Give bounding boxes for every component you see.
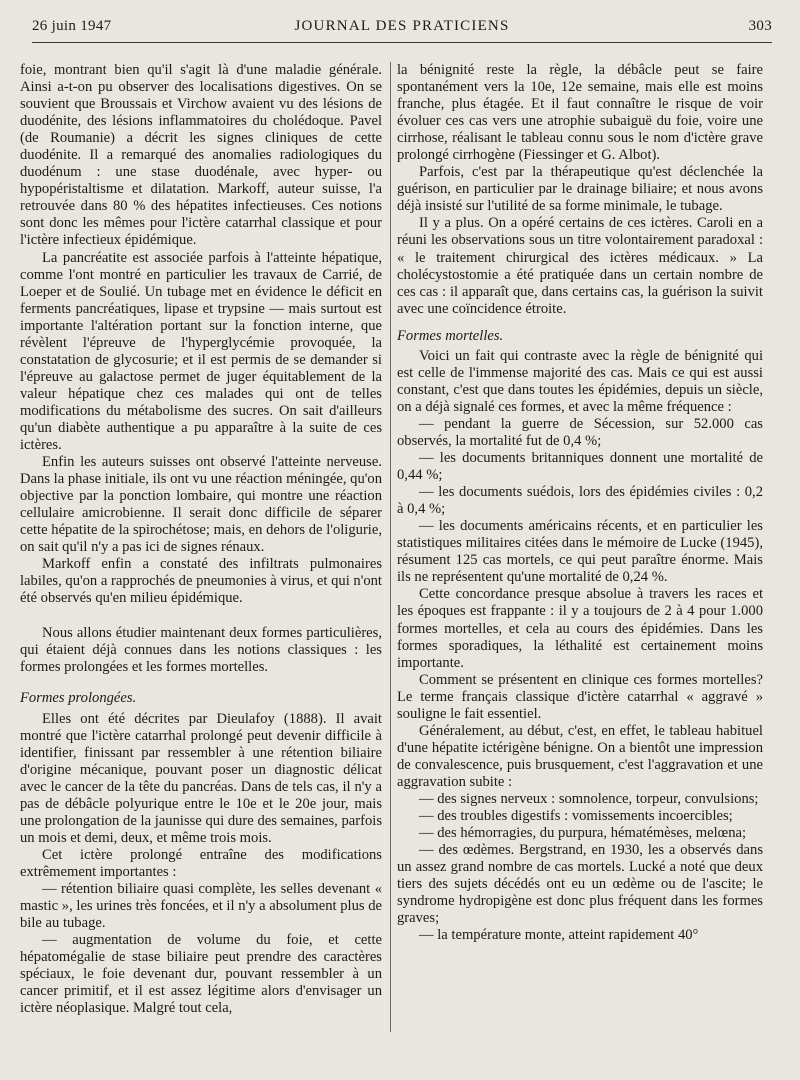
list-item: — la température monte, atteint rapidement 40° [419,927,699,944]
section-heading: Formes mortelles. [397,327,504,344]
list-item: — pendant la guerre de Sécession, sur 52.000 cas observés, la mortalité fut de 0,4 %; [397,415,763,449]
header-date: 26 juin 1947 [32,18,112,34]
paragraph: foie, montrant bien qu'il s'agit là d'une maladie générale. Ainsi a-t-on pu observer des localisations digestives. On se souvient que Broussais et Virchow avaient vu des lésions de duodénite, des lésions inflammatoires du cholédoque. Pavel (de Roumanie) a décrit les signes cliniques de cette duodénite. Il a remarqué des anomalies radiologiques du duodénum : une stase duodénale, avec hyper- ou hypopéristaltisme et dilatation. Markoff, auteur suisse, l'a retrouvée dans 80 % des hépatites infectieuses. Ces notions sont donc les mêmes pour l'ictère catarrhal classique et pour l'ictère infectieux épidémique. [20,62,382,249]
list-item: — rétention biliaire quasi complète, les selles devenant « mastic », les urines très foncées, et il n'y a absolument plus de bile au tubage. [20,881,382,932]
list-item: — des signes nerveux : somnolence, torpeur, convulsions; [419,790,759,807]
paragraph: Généralement, au début, c'est, en effet, le tableau habituel d'une hépatite ictérigène bénigne. On a bientôt une impression de convalescence, puis brusquement, c'est l'aggravation et une aggravation subite : [397,722,763,790]
list-item: — des hémorragies, du purpura, hématémèses, melœna; [419,825,747,842]
journal-title: JOURNAL DES PRATICIENS [294,18,510,34]
right-column [397,62,763,944]
paragraph: La pancréatite est associée parfois à l'atteinte hépatique, comme l'ont montré en particulier les travaux de Carrié, de Loeper et de Soulié. Un tubage met en évidence le déficit en ferments pancréatiques, lipase et trypsine — mais surtout est importante l'altération portant sur la fonction interne, que révèlent l'épreuve de l'hyperglycémie provoquée, la constatation de glycosurie; et il est permis de se demander si l'épreuve au galactose permet de juger équitablement de la valeur hépatique chez ces malades qui ont de telles modifications du métabolisme des sucres. On sait d'ailleurs qu'un diabète authentique a pu apparaître à la suite de ces ictères. [20,249,382,454]
paragraph: Cet ictère prolongé entraîne des modifications extrêmement importantes : [20,847,382,881]
list-item: — les documents britanniques donnent une mortalité de 0,44 %; [397,450,763,484]
paragraph: Il y a plus. On a opéré certains de ces ictères. Caroli en a réuni les observations sous un titre volontairement paradoxal : « le traitement chirurgical des ictères médicaux. » La cholécystostomie a été pratiquée dans un certain nombre de ces cas : il apparaît que, dans certains cas, la guérison la suivit avec une coïncidence étroite. [397,215,763,317]
paragraph: Nous allons étudier maintenant deux formes particulières, qui étaient déjà connues dans les notions classiques : les formes prolongées et les formes mortelles. [20,624,382,675]
left-column [20,62,382,1018]
list-item: — les documents suédois, lors des épidémies civiles : 0,2 à 0,4 %; [397,484,763,518]
list-item: — des troubles digestifs : vomissements incoercibles; [419,808,733,825]
paragraph: Parfois, c'est par la thérapeutique qu'est déclenchée la guérison, en particulier par le drainage biliaire; et nous avons déjà insisté sur l'utilité de sa forme minimale, le tubage. [397,164,763,215]
paragraph: Markoff enfin a constaté des infiltrats pulmonaires labiles, qu'on a rapprochés de pneumonies à virus, et qui n'ont été observés qu'en milieu épidémique. [20,556,382,607]
paragraph: Enfin les auteurs suisses ont observé l'atteinte nerveuse. Dans la phase initiale, ils ont vu une réaction méningée, qu'on objective par la ponction lombaire, qui montre une réaction cellulaire amicrobienne. Il serait donc difficile de séparer cette hépatite de la spirochétose; mais, en dehors de l'oligurie, on sait qu'il n'y a pas ici de signes rénaux. [20,454,382,556]
column-divider [390,62,391,1032]
paragraph: Voici un fait qui contraste avec la règle de bénignité qui est celle de l'immense majorité des cas. Mais ce qui est aussi constant, c'est que dans toutes les épidémies, depuis un siècle, on a déjà signalé ces formes, et avec la même fréquence : [397,347,763,415]
paragraph: Elles ont été décrites par Dieulafoy (1888). Il avait montré que l'ictère catarrhal prolongé peut devenir difficile à identifier, finissant par ressembler à une rétention biliaire d'origine mécanique, pouvant poser un diagnostic délicat avec le cancer de la tête du pancréas. Dans de tels cas, il n'y a pas de débâcle polyurique entre le 10e et le 20e jour, mais une prolongation de la jaunisse qui dure des semaines, parfois un mois et demi, deux, et même trois mois. [20,710,382,847]
section-heading: Formes prolongées. [20,689,137,706]
running-header [32,14,772,43]
list-item: — augmentation de volume du foie, et cette hépatomégalie de stase biliaire peut prendre des caractères spéciaux, le foie devenant dur, pouvant ressembler à un cancer primitif, et il est assez légitime alors d'envisager un ictère néoplasique. Malgré tout cela, [20,932,382,1017]
paragraph: la bénignité reste la règle, la débâcle peut se faire spontanément vers la 10e, 12e semaine, mais elle est moins franche, plus étagée. Et il faut connaître le risque de voir évoluer ces cas vers une atrophie subaiguë du foie, voire une cirrhose, réalisant le tableau connu sous le nom d'ictère grave prolongé cirrhogène (Fiessinger et G. Albot). [397,62,763,164]
page-number: 303 [748,18,772,34]
list-item: — des œdèmes. Bergstrand, en 1930, les a observés dans un assez grand nombre de cas mortels. Lucké a noté que deux tiers des sujets décédés ont eu un œdème ou de l'ascite; le syndrome hydropigène est donc plus fréquent dans les formes graves; [397,842,763,927]
paragraph: Cette concordance presque absolue à travers les races et les époques est frappante : il y a toujours de 2 à 4 pour 1.000 formes mortelles, et cela au cours des épidémies. Dans les formes sporadiques, la léthalité est certainement moins importante. [397,586,763,671]
paragraph: Comment se présentent en clinique ces formes mortelles? Le terme français classique d'ictère catarrhal « aggravé » souligne le fait essentiel. [397,671,763,722]
list-item: — les documents américains récents, et en particulier les statistiques militaires citées dans le mémoire de Lucke (1945), résument 125 cas mortels, ce qui peut paraître énorme. Mais ils ne représentent qu'une mortalité de 0,24 %. [397,518,763,586]
